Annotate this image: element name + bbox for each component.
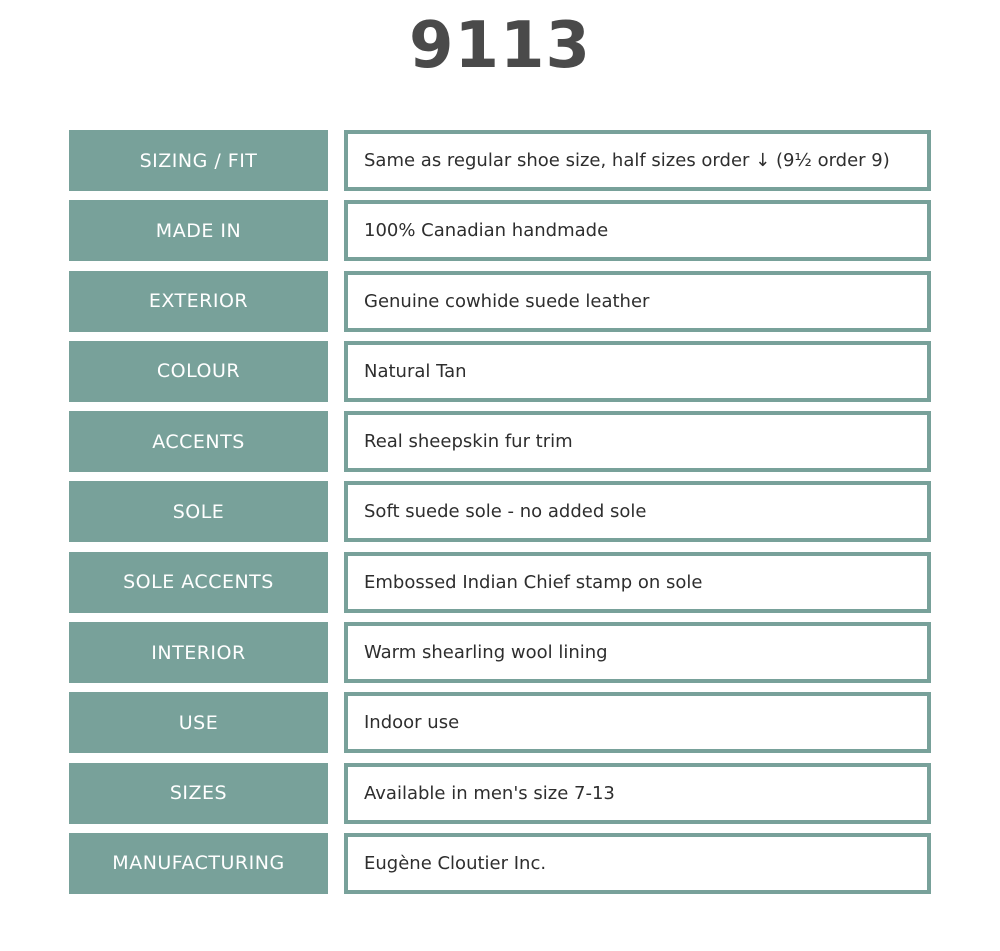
spec-value: 100% Canadian handmade — [344, 200, 931, 261]
spec-value: Real sheepskin fur trim — [344, 411, 931, 472]
spec-value: Embossed Indian Chief stamp on sole — [344, 552, 931, 613]
spec-label: USE — [69, 692, 328, 753]
spec-value: Natural Tan — [344, 341, 931, 402]
spec-label: SOLE — [69, 481, 328, 542]
spec-label: ACCENTS — [69, 411, 328, 472]
spec-label: MADE IN — [69, 200, 328, 261]
spec-row-interior — [69, 622, 931, 683]
spec-label: MANUFACTURING — [69, 833, 328, 894]
spec-value: Warm shearling wool lining — [344, 622, 931, 683]
spec-row-accents — [69, 411, 931, 472]
spec-label: EXTERIOR — [69, 271, 328, 332]
spec-value: Genuine cowhide suede leather — [344, 271, 931, 332]
spec-row-sizing-fit — [69, 130, 931, 191]
spec-row-use — [69, 692, 931, 753]
spec-row-sizes — [69, 763, 931, 824]
spec-table — [69, 130, 931, 903]
spec-row-made-in — [69, 200, 931, 261]
spec-row-exterior — [69, 271, 931, 332]
product-title: 9113 — [408, 9, 592, 83]
spec-value: Indoor use — [344, 692, 931, 753]
spec-row-sole — [69, 481, 931, 542]
spec-value: Soft suede sole - no added sole — [344, 481, 931, 542]
spec-value: Available in men's size 7-13 — [344, 763, 931, 824]
spec-label: INTERIOR — [69, 622, 328, 683]
spec-row-colour — [69, 341, 931, 402]
spec-row-manufacturing — [69, 833, 931, 894]
spec-label: SIZING / FIT — [69, 130, 328, 191]
spec-label: COLOUR — [69, 341, 328, 402]
spec-label: SOLE ACCENTS — [69, 552, 328, 613]
spec-value: Eugène Cloutier Inc. — [344, 833, 931, 894]
spec-label: SIZES — [69, 763, 328, 824]
spec-row-sole-accents — [69, 552, 931, 613]
spec-value: Same as regular shoe size, half sizes order ↓ (9½ order 9) — [344, 130, 931, 191]
